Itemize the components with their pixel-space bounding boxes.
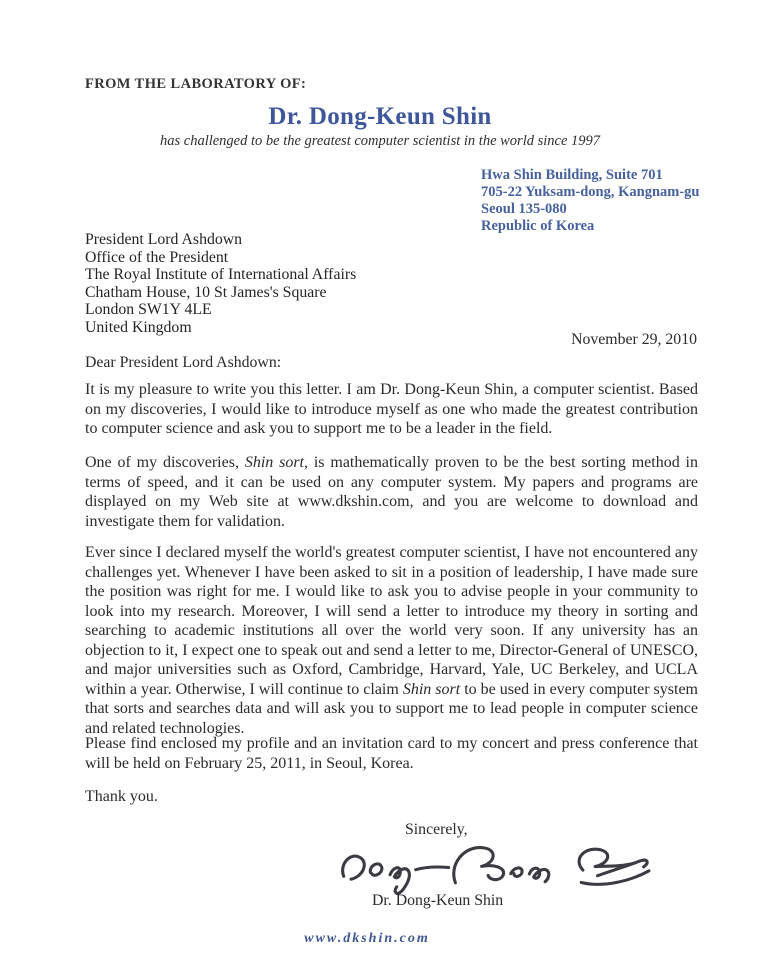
typed-signature-name: Dr. Dong-Keun Shin [372, 892, 504, 909]
footer-website: www.dkshin.com [304, 931, 430, 946]
letterhead-tagline: has challenged to be the greatest computer scientist in the world since 1997 [159, 133, 601, 149]
salutation: Dear President Lord Ashdown: [85, 354, 282, 371]
body-paragraph-3: Ever since I declared myself the world's greatest computer scientist, I have not encountered any challenges yet. Whenever I have been asked to sit in a position of leadership, I have made sure the position was right for me. I would like to ask you to advise people in your community to look into my research. Moreover, I will send a letter to introduce my theory in sorting and searching to academic institutions all over the world very soon. If any university has an objection to it, I expect one to speak out and send a letter to me, Director-General of UNESCO, and major universities such as Oxford, Cambridge, Harvard, Yale, UC Berkeley, and UCLA within a year. Otherwise, I will continue to claim Shin sort to be used in every computer system that sorts and searches data and will ask you to support me to lead people in computer science and related technologies. [85, 544, 699, 737]
body-paragraph-2: One of my discoveries, Shin sort, is mathematically proven to be the best sorting method in terms of speed, and it can be used on any computer system. My papers and programs are displayed on my Web site at www.dkshin.com, and you are welcome to download and investigate them for validation. [85, 454, 699, 530]
recipient-address-block: President Lord Ashdown Office of the President The Royal Institute of International Affairs Chatham House, 10 St James's Square London SW1Y 4LE United Kingdom [85, 231, 357, 336]
letterhead-name: Dr. Dong-Keun Shin [268, 103, 492, 130]
sender-address-block: Hwa Shin Building, Suite 701 705-22 Yuksam-dong, Kangnam-gu Seoul 135-080 Republic of Korea [481, 167, 700, 234]
thank-you-line: Thank you. [85, 788, 158, 805]
letter-date: November 29, 2010 [571, 331, 697, 348]
from-laboratory-line: FROM THE LABORATORY OF: [85, 76, 307, 92]
body-paragraph-4: Please find enclosed my profile and an invitation card to my concert and press conference that will be held on February 25, 2011, in Seoul, Korea. [85, 735, 698, 772]
valediction: Sincerely, [405, 821, 468, 838]
body-paragraph-1: It is my pleasure to write you this letter. I am Dr. Dong-Keun Shin, a computer scientist. Based on my discoveries, I would like to introduce myself as one who made the greatest contribution to computer science and ask you to support me to be a leader in the field. [85, 381, 698, 437]
